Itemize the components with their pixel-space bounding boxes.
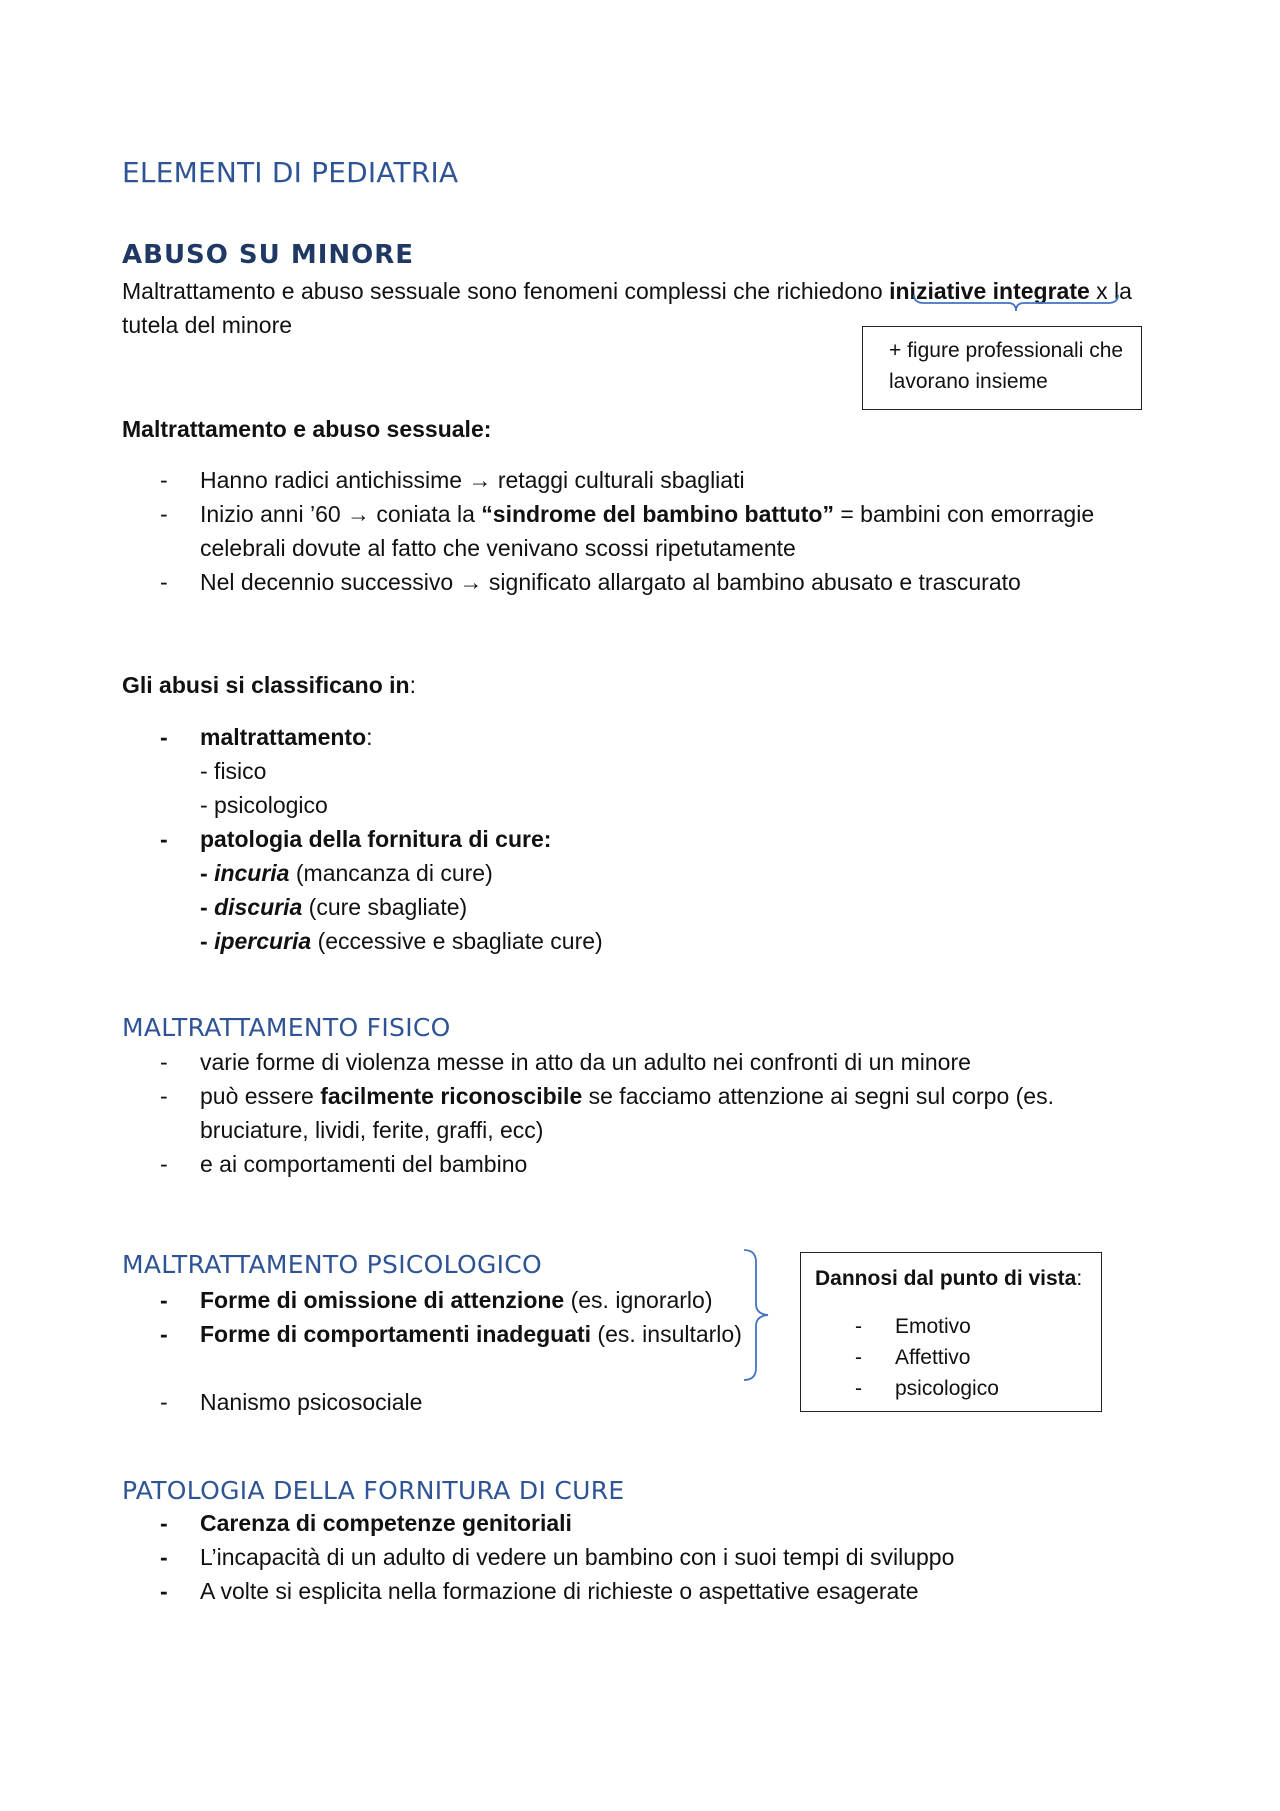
- heading-maltrattamento-fisico: MALTRATTAMENTO FISICO: [122, 1013, 451, 1042]
- sub-item-prefix: -: [200, 894, 215, 920]
- list-item-bold: Forme di omissione di attenzione: [200, 1287, 565, 1313]
- brace-under-term: [912, 293, 1120, 319]
- sub-item-term: discuria: [214, 894, 303, 920]
- list-item-bold: “sindrome del bambino battuto”: [481, 501, 834, 527]
- sub-item-desc: (mancanza di cure): [289, 860, 493, 886]
- bullet-dash: -: [160, 569, 168, 595]
- list-item: [160, 1385, 760, 1419]
- bullet-dash: -: [160, 826, 168, 852]
- list-item-bold: Forme di comportamenti inadeguati: [200, 1321, 592, 1347]
- maltrattamento-list: [160, 463, 1140, 599]
- cure-list: [160, 1506, 1140, 1608]
- heading-patologia-cure: PATOLOGIA DELLA FORNITURA DI CURE: [122, 1476, 625, 1505]
- list-item: [855, 1373, 1085, 1404]
- maltrattamento-label: Maltrattamento e abuso sessuale:: [122, 416, 492, 442]
- sub-item: [200, 856, 1140, 890]
- sub-item-term: ipercuria: [214, 928, 312, 954]
- dannosi-label: [815, 1263, 1082, 1294]
- list-item: [855, 1342, 1085, 1373]
- bullet-dash: -: [160, 1287, 168, 1313]
- list-item: [160, 565, 1140, 599]
- bullet-dash: -: [855, 1315, 862, 1338]
- intro-text-line2: tutela del minore: [122, 312, 293, 338]
- bullet-dash: -: [160, 1083, 168, 1109]
- list-item-text: se facciamo attenzione ai segni sul corpo (es. bruciature, lividi, ferite, graffi, ecc): [200, 1083, 1054, 1143]
- list-item-text: Affettivo: [895, 1346, 971, 1369]
- list-item-text: (es. ignorarlo): [564, 1287, 713, 1313]
- dannosi-label-colon: :: [1076, 1267, 1083, 1290]
- sub-item: [200, 924, 1140, 958]
- dannosi-label-bold: Dannosi dal punto di vista: [815, 1267, 1077, 1290]
- list-item-text: = bambini con emorragie celebrali dovute al fatto che venivano scossi ripetutamente: [200, 501, 1095, 561]
- list-item: [160, 1317, 760, 1351]
- bullet-dash: -: [160, 1321, 168, 1347]
- list-item-text: L’incapacità di un adulto di vedere un bambino con i suoi tempi di sviluppo: [200, 1544, 955, 1570]
- bullet-dash: -: [160, 1389, 168, 1415]
- list-item-text: Nel decennio successivo → significato allargato al bambino abusato e trascurato: [200, 569, 1021, 595]
- classifica-label: [122, 668, 416, 702]
- sub-item: [200, 890, 1140, 924]
- bullet-dash: -: [160, 1544, 168, 1570]
- classifica-label-bold: Gli abusi si classificano in: [122, 672, 410, 698]
- document-title: ELEMENTI DI PEDIATRIA: [122, 156, 459, 189]
- sub-item-desc: (cure sbagliate): [302, 894, 468, 920]
- list-item-text: e ai comportamenti del bambino: [200, 1151, 528, 1177]
- list-item-bold: facilmente riconoscibile: [320, 1083, 583, 1109]
- bullet-dash: -: [855, 1346, 862, 1369]
- intro-bold-term: iniziative integrate: [889, 278, 1090, 304]
- sub-item-desc: (eccessive e sbagliate cure): [311, 928, 603, 954]
- list-item-text: A volte si esplicita nella formazione di richieste o aspettative esagerate: [200, 1578, 919, 1604]
- list-item: [855, 1311, 1085, 1342]
- sub-item: - fisico: [200, 758, 267, 784]
- brace-right: [740, 1248, 776, 1382]
- list-item-text: psicologico: [895, 1377, 999, 1400]
- intro-text-before: Maltrattamento e abuso sessuale sono fenomeni complessi che richiedono: [122, 278, 890, 304]
- list-item: [160, 463, 1140, 497]
- list-item: [160, 1079, 1140, 1147]
- list-item-text: varie forme di violenza messe in atto da un adulto nei confronti di un minore: [200, 1049, 971, 1075]
- dannosi-box: [800, 1252, 1102, 1412]
- list-item-text: Emotivo: [895, 1315, 971, 1338]
- list-item-bold: Carenza di competenze genitoriali: [200, 1510, 572, 1536]
- list-item-text: Hanno radici antichissime → retaggi culturali sbagliati: [200, 467, 745, 493]
- heading-abuso-su-minore: ABUSO SU MINORE: [122, 240, 415, 270]
- fisico-list: [160, 1045, 1140, 1181]
- list-item-bold: patologia della fornitura di cure:: [200, 826, 552, 852]
- sub-item: - psicologico: [200, 792, 328, 818]
- bullet-dash: -: [160, 1049, 168, 1075]
- sub-item-term: incuria: [214, 860, 290, 886]
- list-item: [160, 1045, 1140, 1079]
- intro-text-after: x la: [1089, 278, 1132, 304]
- list-item: [160, 1540, 1140, 1574]
- dannosi-list: [855, 1311, 1085, 1404]
- bullet-dash: -: [160, 724, 168, 750]
- list-item: [160, 497, 1140, 565]
- list-item: [160, 1506, 1140, 1540]
- callout-box: [862, 326, 1142, 410]
- list-item-text: può essere: [200, 1083, 321, 1109]
- bullet-dash: -: [160, 467, 168, 493]
- sub-item-prefix: -: [200, 928, 215, 954]
- list-item-bold: maltrattamento: [200, 724, 367, 750]
- classifica-list: [160, 720, 1140, 958]
- callout-text: + figure professionali che lavorano insieme: [889, 339, 1124, 393]
- heading-maltrattamento-psicologico: MALTRATTAMENTO PSICOLOGICO: [122, 1250, 543, 1279]
- bullet-dash: -: [855, 1377, 862, 1400]
- list-item: [160, 720, 1140, 822]
- list-item-text: (es. insultarlo): [591, 1321, 742, 1347]
- list-item-text: :: [366, 724, 373, 750]
- sub-item-prefix: -: [200, 860, 215, 886]
- bullet-dash: -: [160, 1151, 168, 1177]
- list-item: [160, 822, 1140, 958]
- list-item-text: Inizio anni ’60 → coniata la: [200, 501, 482, 527]
- list-item: [160, 1283, 760, 1317]
- list-item: [160, 1147, 1140, 1181]
- bullet-dash: -: [160, 1510, 168, 1536]
- bullet-dash: -: [160, 1578, 168, 1604]
- classifica-label-colon: :: [409, 672, 416, 698]
- list-item-text: Nanismo psicosociale: [200, 1389, 423, 1415]
- bullet-dash: -: [160, 501, 168, 527]
- psicologico-list: [160, 1283, 760, 1419]
- list-item: [160, 1574, 1140, 1608]
